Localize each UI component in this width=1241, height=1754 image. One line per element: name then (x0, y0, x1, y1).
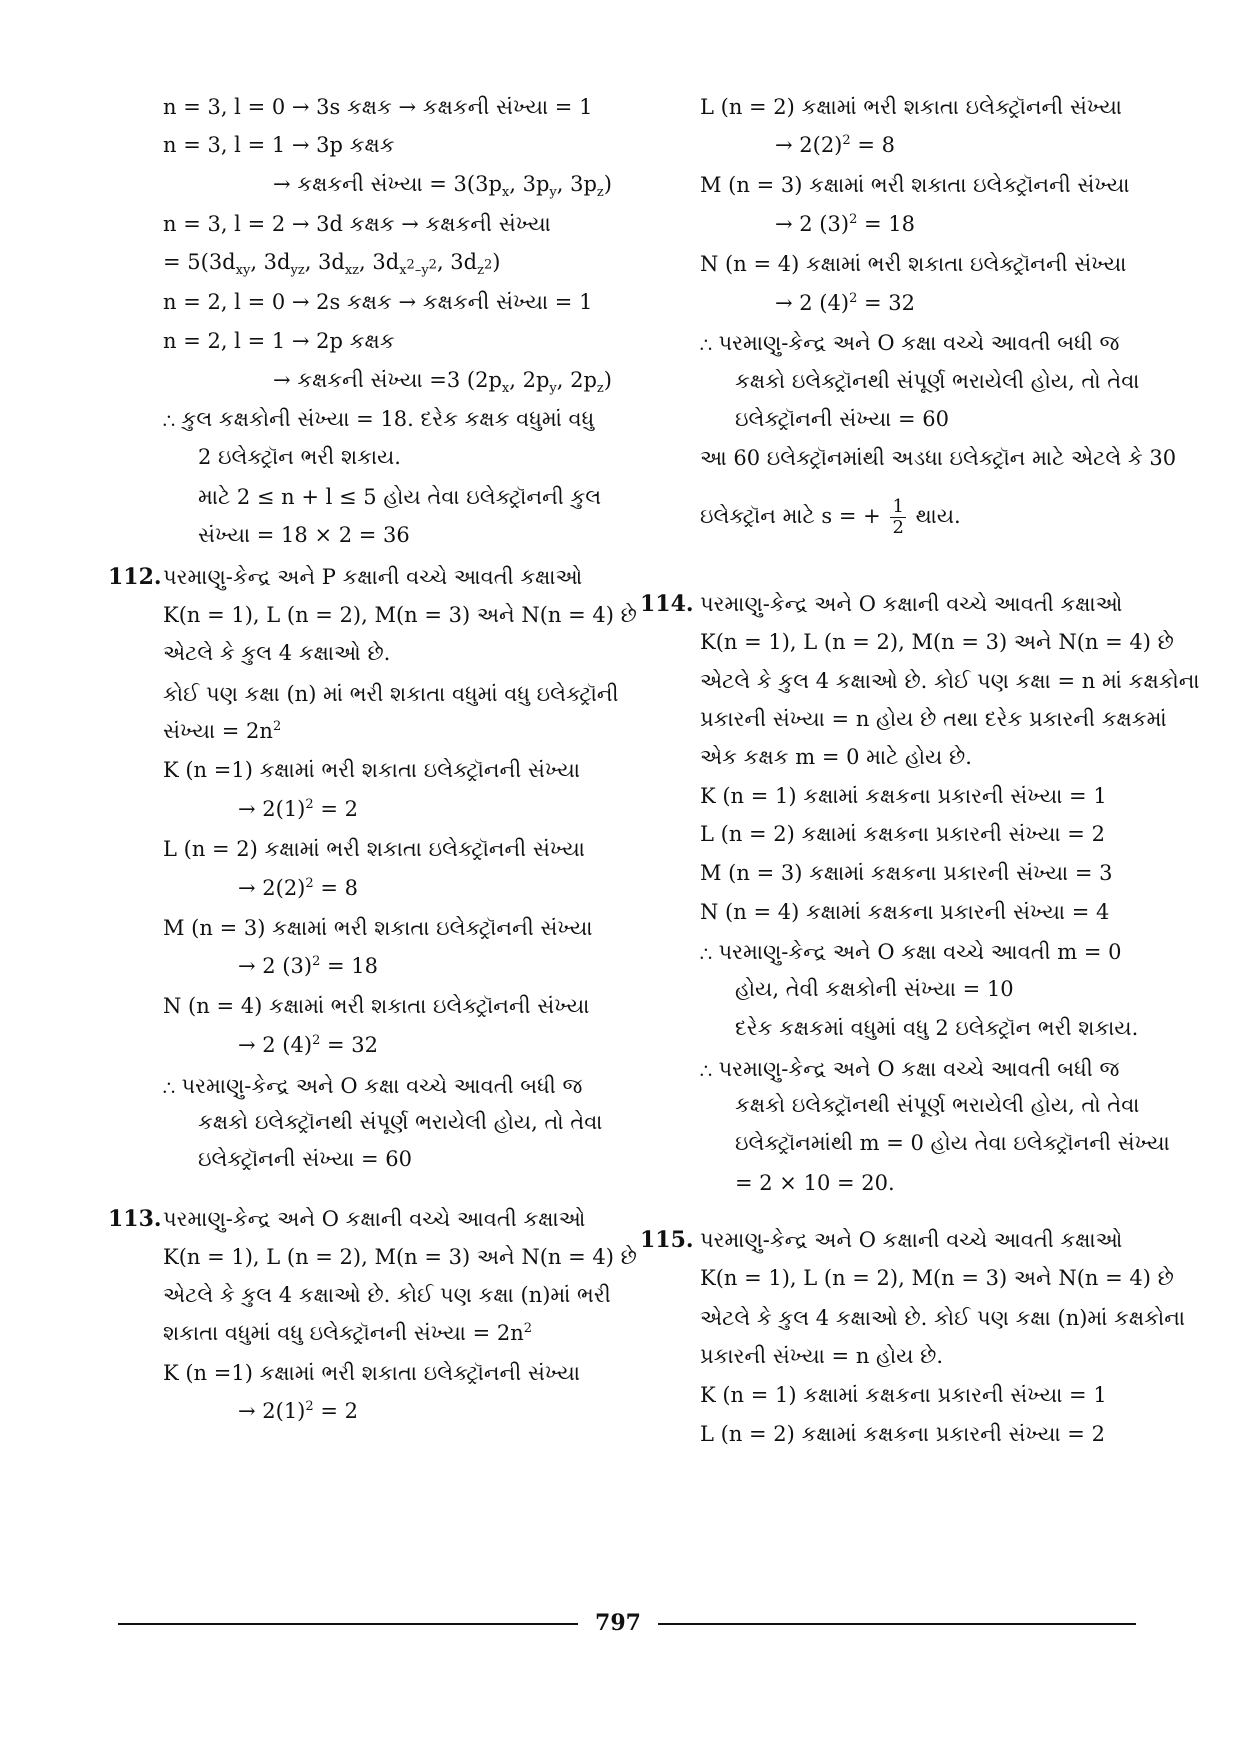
footer-rule-right (658, 1623, 1136, 1625)
left-line-8: → કક્ષકની સંખ્યા =3 ($2p_x$, $2p_y$, $2p_z$) (273, 368, 612, 397)
right-line-19: M (n = 3) કક્ષામાં કક્ષકના પ્રકારની સંખ્યા = 3 (700, 861, 1113, 885)
left-line-10: 2 ઇલેક્ટ્રૉન ભરી શકાય. (198, 445, 401, 469)
right-line-22: હોય, તેવી કક્ષકોની સંખ્યા = 10 (735, 977, 1014, 1001)
left-line-14: K(n = 1), L (n = 2), M(n = 3) અને N(n = 4) છે (163, 603, 637, 627)
left-line-9: ∴ કુલ કક્ષકોની સંખ્યા = 18. દરેક કક્ષક વધુમાં વધુ (163, 407, 595, 431)
right-line-32: K (n = 1) કક્ષામાં કક્ષકના પ્રકારની સંખ્યા = 1 (700, 1383, 1107, 1407)
left-line-33: K (n =1) કક્ષામાં ભરી શકાતા ઇલેક્ટ્રૉનની સંખ્યા (163, 1361, 581, 1385)
right-line-5: N (n = 4) કક્ષામાં ભરી શકાતા ઇલેક્ટ્રૉનની સંખ્યા (700, 252, 1127, 276)
left-line-19: → $2(1)^2 = 2$ (238, 797, 358, 821)
left-line-3: → કક્ષકની સંખ્યા = $3(3p_x$, $3p_y$, $3p_z$) (273, 172, 612, 201)
left-line-12: સંખ્યા = 18 × 2 = 36 (198, 523, 410, 547)
left-line-29: પરમાણુ-કેન્દ્ર અને O કક્ષાની વચ્ચે આવતી કક્ષાઓ (163, 1207, 586, 1231)
question-number-114: 114. (640, 591, 694, 617)
right-line-33: L (n = 2) કક્ષામાં કક્ષકના પ્રકારની સંખ્યા = 2 (700, 1422, 1105, 1446)
right-line-24: ∴ પરમાણુ-કેન્દ્ર અને O કક્ષા વચ્ચે આવતી બધી જ (700, 1057, 1120, 1081)
left-line-18: K (n =1) કક્ષામાં ભરી શકાતા ઇલેક્ટ્રૉનની સંખ્યા (163, 758, 581, 782)
right-line-11: ઇલેક્ટ્રૉન માટે s = + $\frac{1}{2}$ થાય. (700, 496, 961, 538)
question-number-112: 112. (108, 564, 162, 590)
right-line-16: એક કક્ષક m = 0 માટે હોય છે. (700, 745, 972, 769)
right-line-2: → $2(2)^2 = 8$ (775, 133, 895, 157)
left-line-2: n = 3, l = 1 → 3p કક્ષક (163, 133, 395, 157)
left-line-27: કક્ષકો ઇલેક્ટ્રૉનથી સંપૂર્ણ ભરાયેલી હોય, તો તેવા (198, 1110, 603, 1134)
left-line-22: M (n = 3) કક્ષામાં ભરી શકાતા ઇલેક્ટ્રૉનની સંખ્યા (163, 916, 593, 940)
right-line-21: ∴ પરમાણુ-કેન્દ્ર અને O કક્ષા વચ્ચે આવતી m = 0 (700, 940, 1122, 964)
right-line-14: એટલે કે કુલ 4 કક્ષાઓ છે. કોઈ પણ કક્ષા = n માં કક્ષકોના (700, 669, 1200, 693)
left-line-32: શકાતા વધુમાં વધુ ઇલેક્ટ્રૉનની સંખ્યા = $2n^2$ (163, 1321, 533, 1345)
right-line-28: પરમાણુ-કેન્દ્ર અને O કક્ષાની વચ્ચે આવતી કક્ષાઓ (700, 1228, 1123, 1252)
left-line-7: n = 2, l = 1 → 2p કક્ષક (163, 329, 395, 353)
right-line-8: કક્ષકો ઇલેક્ટ્રૉનથી સંપૂર્ણ ભરાયેલી હોય, તો તેવા (735, 369, 1140, 393)
footer-rule-left (118, 1623, 578, 1625)
right-line-9: ઇલેક્ટ્રૉનની સંખ્યા = 60 (735, 407, 949, 431)
right-line-18: L (n = 2) કક્ષામાં કક્ષકના પ્રકારની સંખ્યા = 2 (700, 822, 1105, 846)
right-line-1: L (n = 2) કક્ષામાં ભરી શકાતા ઇલેક્ટ્રૉનની સંખ્યા (700, 95, 1122, 119)
right-line-6: → 2 $(4)^2 = 32$ (775, 291, 916, 315)
left-line-24: N (n = 4) કક્ષામાં ભરી શકાતા ઇલેક્ટ્રૉનની સંખ્યા (163, 994, 590, 1018)
right-line-12: પરમાણુ-કેન્દ્ર અને O કક્ષાની વચ્ચે આવતી કક્ષાઓ (700, 592, 1123, 616)
left-line-5: = $5(3d_{xy}$, $3d_{yz}$, $3d_{xz}$, $3d_{x^2-y^2}$, $3d_{z^2}$) (163, 250, 501, 279)
right-line-25: કક્ષકો ઇલેક્ટ્રૉનથી સંપૂર્ણ ભરાયેલી હોય, તો તેવા (735, 1093, 1140, 1117)
left-line-23: → 2 $(3)^2 = 18$ (238, 954, 379, 978)
left-line-25: → 2 $(4)^2 = 32$ (238, 1033, 379, 1057)
left-line-28: ઇલેક્ટ્રૉનની સંખ્યા = 60 (198, 1147, 412, 1171)
right-line-13: K(n = 1), L (n = 2), M(n = 3) અને N(n = 4) છે (700, 630, 1174, 654)
left-line-13: પરમાણુ-કેન્દ્ર અને P કક્ષાની વચ્ચે આવતી કક્ષાઓ (163, 565, 583, 589)
left-line-6: n = 2, l = 0 → 2s કક્ષક → કક્ષકની સંખ્યા = 1 (163, 290, 593, 314)
left-line-20: L (n = 2) કક્ષામાં ભરી શકાતા ઇલેક્ટ્રૉનની સંખ્યા (163, 837, 585, 861)
page-number: 797 (595, 1610, 641, 1636)
left-line-4: n = 3, l = 2 → 3d કક્ષક → કક્ષકની સંખ્યા (163, 212, 551, 236)
right-line-20: N (n = 4) કક્ષામાં કક્ષકના પ્રકારની સંખ્યા = 4 (700, 900, 1110, 924)
right-line-30: એટલે કે કુલ 4 કક્ષાઓ છે. કોઈ પણ કક્ષા (n)માં કક્ષકોના (700, 1306, 1185, 1330)
right-line-31: પ્રકારની સંખ્યા = n હોય છે. (700, 1344, 943, 1368)
right-line-29: K(n = 1), L (n = 2), M(n = 3) અને N(n = 4) છે (700, 1266, 1174, 1290)
right-line-7: ∴ પરમાણુ-કેન્દ્ર અને O કક્ષા વચ્ચે આવતી બધી જ (700, 331, 1120, 355)
right-line-15: પ્રકારની સંખ્યા = n હોય છે તથા દરેક પ્રકારની કક્ષકમાં (700, 707, 1167, 731)
left-line-34: → $2(1)^2 = 2$ (238, 1399, 358, 1423)
right-line-26: ઇલેક્ટ્રૉનમાંથી m = 0 હોય તેવા ઇલેક્ટ્રૉનની સંખ્યા (735, 1131, 1170, 1155)
left-line-26: ∴ પરમાણુ-કેન્દ્ર અને O કક્ષા વચ્ચે આવતી બધી જ (163, 1074, 583, 1098)
left-line-16: કોઈ પણ કક્ષા (n) માં ભરી શકાતા વધુમાં વધુ ઇલેક્ટ્રૉની (163, 682, 619, 706)
right-line-27: = 2 × 10 = 20. (735, 1171, 895, 1195)
page-footer (118, 1608, 1136, 1638)
right-line-17: K (n = 1) કક્ષામાં કક્ષકના પ્રકારની સંખ્યા = 1 (700, 784, 1107, 808)
left-line-31: એટલે કે કુલ 4 કક્ષાઓ છે. કોઈ પણ કક્ષા (n)માં ભરી (163, 1283, 611, 1307)
right-line-4: → 2 $(3)^2 = 18$ (775, 212, 916, 236)
left-line-15: એટલે કે કુલ 4 કક્ષાઓ છે. (163, 641, 391, 665)
right-line-3: M (n = 3) કક્ષામાં ભરી શકાતા ઇલેક્ટ્રૉનની સંખ્યા (700, 173, 1130, 197)
left-line-1: n = 3, l = 0 → 3s કક્ષક → કક્ષકની સંખ્યા = 1 (163, 95, 593, 119)
question-number-113: 113. (108, 1206, 162, 1232)
left-line-11: માટે 2 ≤ n + l ≤ 5 હોય તેવા ઇલેક્ટ્રૉનની કુલ (198, 485, 602, 509)
right-line-23: દરેક કક્ષકમાં વધુમાં વધુ 2 ઇલેક્ટ્રૉન ભરી શકાય. (735, 1016, 1139, 1040)
left-line-17: સંખ્યા = $2n^2$ (163, 719, 282, 743)
question-number-115: 115. (640, 1227, 694, 1253)
right-line-10: આ 60 ઇલેક્ટ્રૉનમાંથી અડધા ઇલેક્ટ્રૉન માટે એટલે કે 30 (700, 446, 1177, 470)
left-line-21: → $2(2)^2 = 8$ (238, 876, 358, 900)
left-line-30: K(n = 1), L (n = 2), M(n = 3) અને N(n = 4) છે (163, 1245, 637, 1269)
